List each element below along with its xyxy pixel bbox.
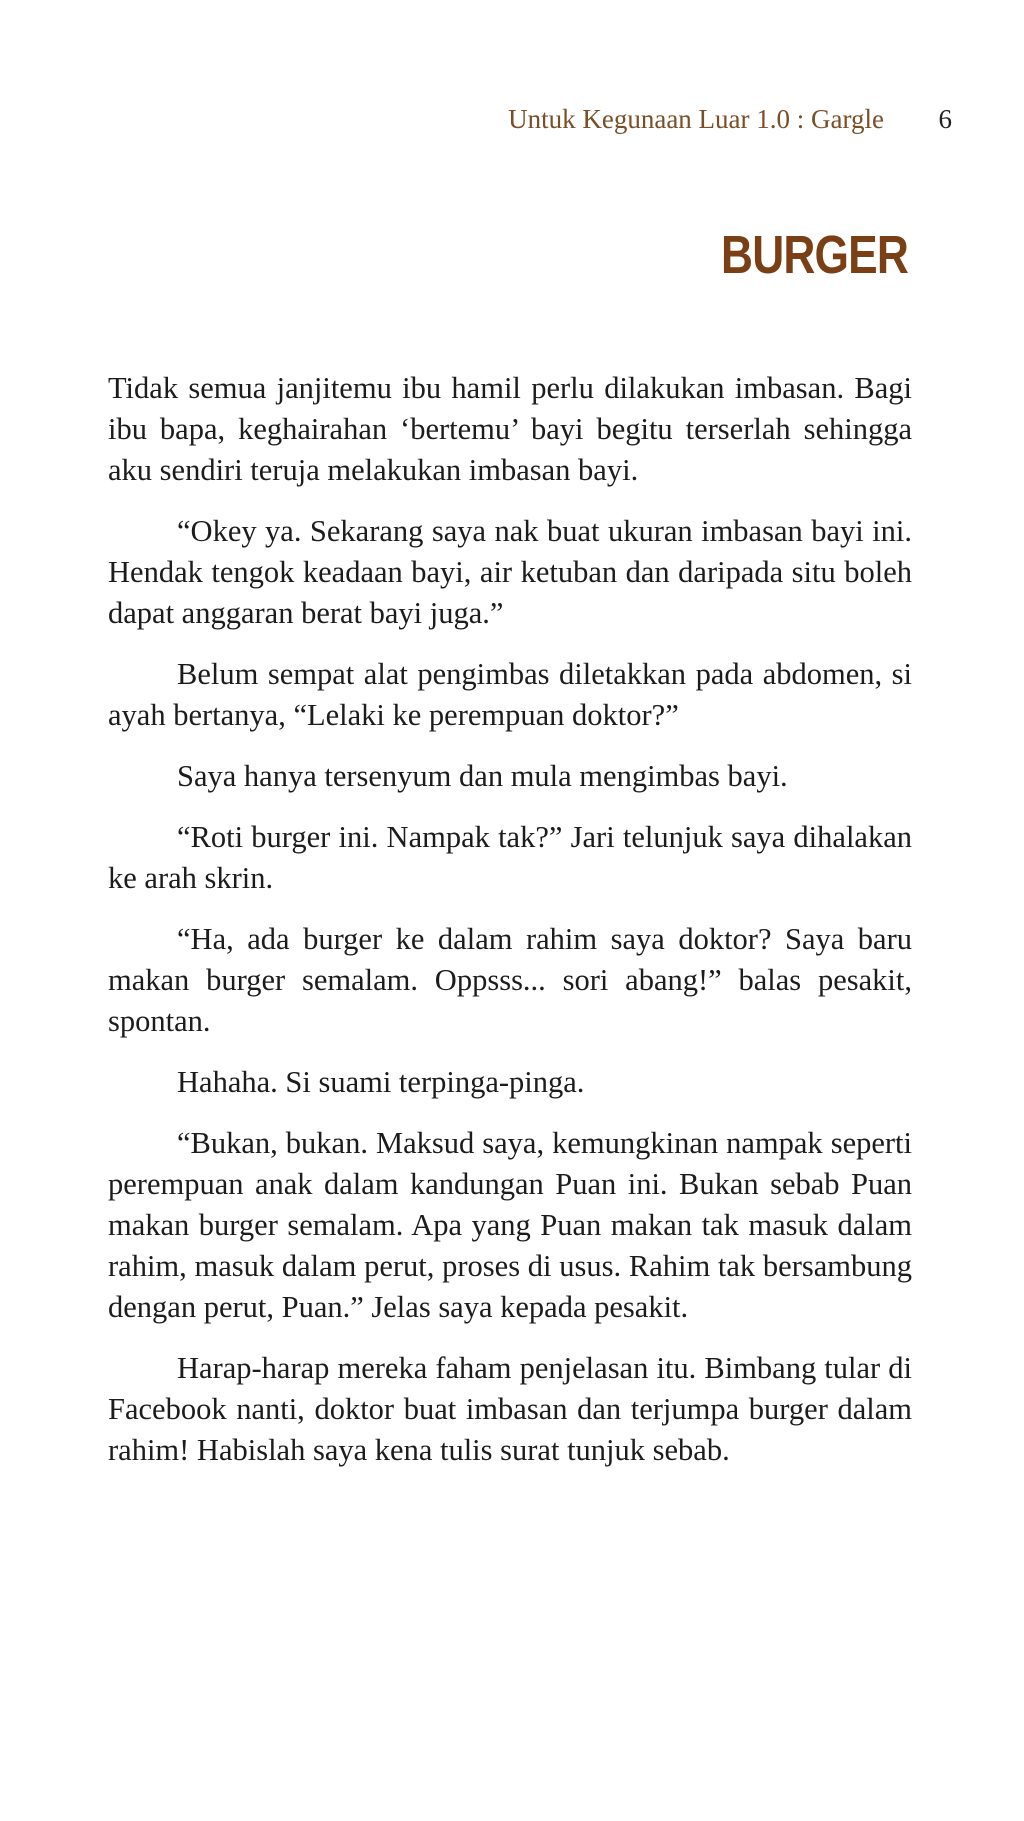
page-number: 6 [938,104,952,134]
running-header [0,104,1024,144]
paragraph-6: “Ha, ada burger ke dalam rahim saya doktor? Saya baru makan burger semalam. Oppsss... sori abang!” balas pesakit, spontan. [108,922,912,1038]
paragraph-7: Hahaha. Si suami terpinga-pinga. [177,1065,585,1099]
paragraph-1: Tidak semua janjitemu ibu hamil perlu dilakukan imbasan. Bagi ibu bapa, keghairahan ‘bertemu’ bayi begitu terserlah sehingga aku sendiri teruja melakukan imbasan bayi. [108,371,912,487]
paragraph-9: Harap-harap mereka faham penjelasan itu. Bimbang tular di Facebook nanti, doktor buat imbasan dan terjumpa burger dalam rahim! Habislah saya kena tulis surat tunjuk sebab. [108,1351,912,1467]
paragraph-3: Belum sempat alat pengimbas diletakkan pada abdomen, si ayah bertanya, “Lelaki ke perempuan doktor?” [108,657,912,732]
paragraph-4: Saya hanya tersenyum dan mula mengimbas bayi. [177,759,788,793]
paragraph-5: “Roti burger ini. Nampak tak?” Jari telunjuk saya dihalakan ke arah skrin. [108,820,912,895]
running-title: Untuk Kegunaan Luar 1.0 : Gargle [508,104,884,134]
paragraph-2: “Okey ya. Sekarang saya nak buat ukuran imbasan bayi ini. Hendak tengok keadaan bayi, air ketuban dan daripada situ boleh dapat anggaran berat bayi juga.” [108,514,912,630]
chapter-body [108,368,912,1491]
paragraph-8: “Bukan, bukan. Maksud saya, kemungkinan nampak seperti perempuan anak dalam kandungan Puan ini. Bukan sebab Puan makan burger semalam. Apa yang Puan makan tak masuk dalam rahim, masuk dalam perut, proses di usus. Rahim tak bersambung dengan perut, Puan.” Jelas saya kepada pesakit. [108,1126,912,1324]
chapter-title: BURGER [721,225,908,285]
